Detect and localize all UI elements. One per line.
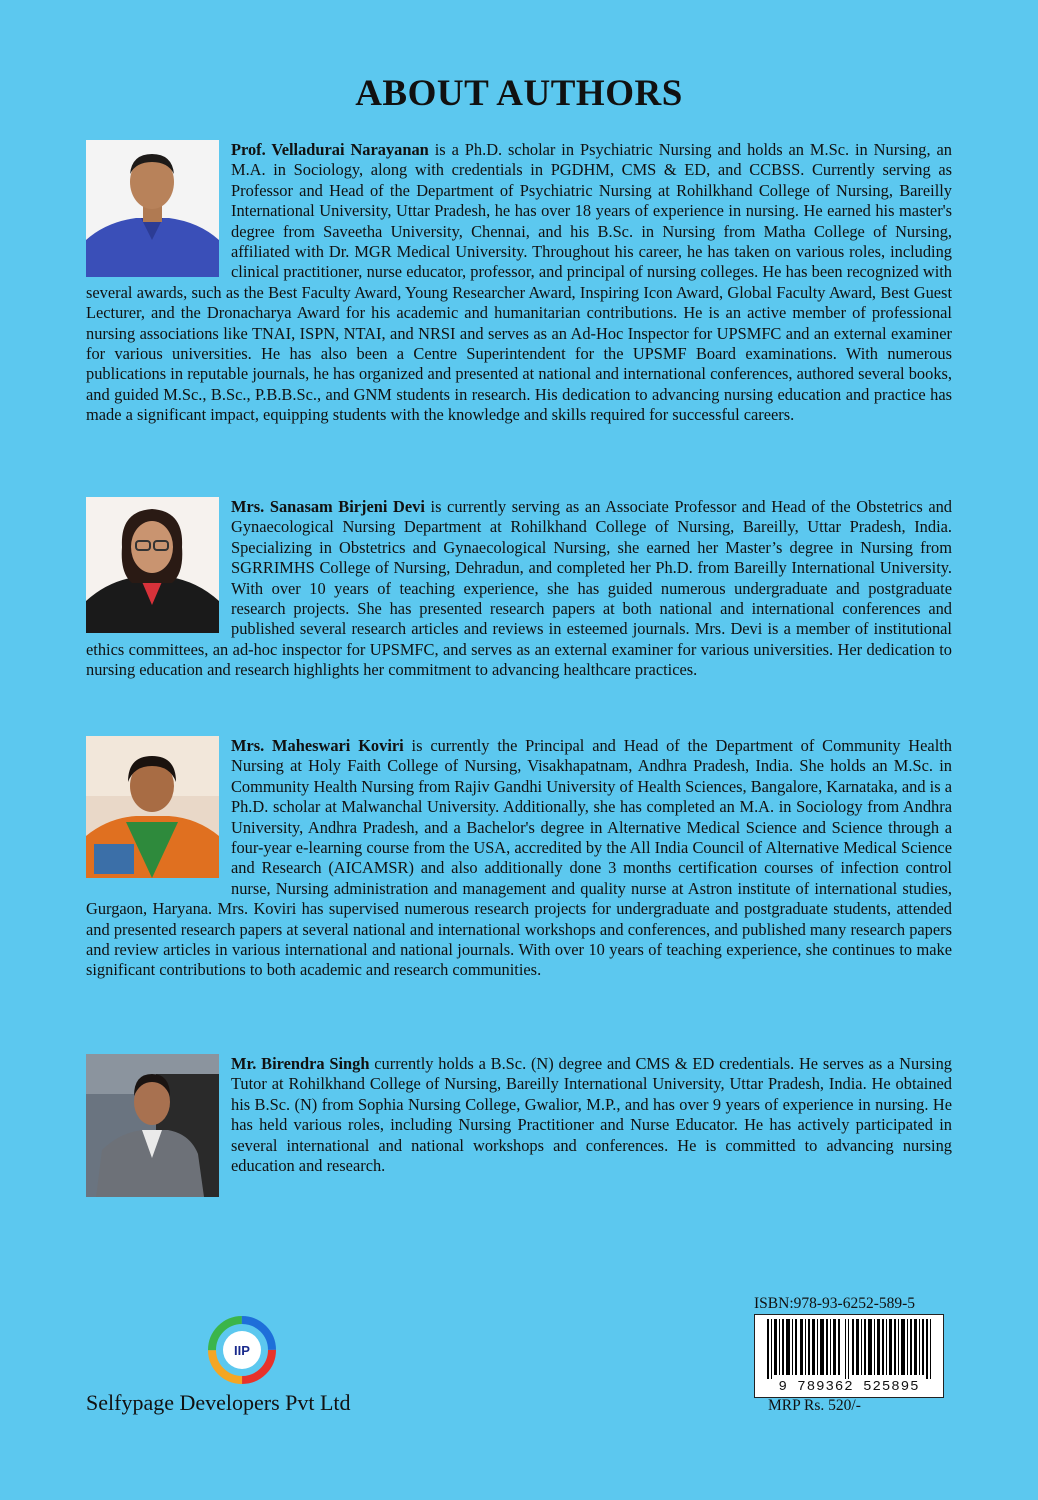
author-bio: is a Ph.D. scholar in Psychiatric Nursing and holds an M.Sc. in Nursing, an M.A. in Sociology, along with credentials in PGDHM, CMS & ED, and CCBSS. Currently serving as Professor and Head of the Department of Psychiatric Nursing at Rohilkhand College of Nursing, Bareilly International University, Uttar Pradesh, he has over 18 years of experience in nursing. He earned his master's degree from Saveetha University, Chennai, and his B.Sc. in Nursing from Matha College of Nursing, affiliated with Dr. MGR Medical University. Throughout his career, he has taken on various roles, including clinical practitioner, nurse educator, professor, and principal of nursing colleges. He has been recognized with several awards, such as the Best Faculty Award, Young Researcher Award, Inspiring Icon Award, Global Faculty Award, Best Guest Lecturer, and the Dronacharya Award for his academic and humanitarian contributions. He is an active member of professional nursing associations like TNAI, ISPN, NTAI, and NRSI and serves as an Ad-Hoc Inspector for UPSMFC and an external examiner for various universities. He has also been a Centre Superintendent for the UPSMF Board examinations. With numerous publications in reputable journals, he has organized and presented at national and international conferences, authored several books, and guided M.Sc., B.Sc., P.B.B.Sc., and GNM students in research. His dedication to advancing nursing education and practice has made a significant impact, equipping students with the knowledge and skills required for successful careers.	[86, 140, 952, 425]
author-section	[86, 140, 952, 426]
barcode-digits: 9 789362 525895	[755, 1379, 943, 1395]
author-photo	[86, 1054, 219, 1197]
author-photo	[86, 497, 219, 633]
author-name: Mrs. Maheswari Koviri	[231, 736, 404, 755]
author-photo	[86, 736, 219, 878]
logo-text: IIP	[234, 1343, 250, 1358]
isbn-text: ISBN:978-93-6252-589-5	[754, 1295, 916, 1312]
author-name: Mr. Birendra Singh	[231, 1054, 370, 1073]
author-section	[86, 1054, 952, 1199]
author-section	[86, 736, 952, 981]
author-bio: is currently serving as an Associate Professor and Head of the Obstetrics and Gynaecological Nursing Department at Rohilkhand College of Nursing, Bareilly, Uttar Pradesh, India. Specializing in Obstetrics and Gynaecological Nursing, she earned her Master’s degree in Nursing from SGRRIMHS College of Nursing, Dehradun, and completed her Ph.D. from Bareilly International University. With over 10 years of teaching experience, she has guided numerous undergraduate and postgraduate research projects. She has presented research papers at both national and international conferences and published several research articles and reviews in esteemed journals. Mrs. Devi is a member of institutional ethics committees, an ad-hoc inspector for UPSMFC, and serves as an external examiner for various universities. Her dedication to nursing education and research highlights her commitment to advancing healthcare practices.	[86, 497, 952, 680]
author-bio: currently holds a B.Sc. (N) degree and CMS & ED credentials. He serves as a Nursing Tutor at Rohilkhand College of Nursing, Bareilly International University, Uttar Pradesh, India. He obtained his B.Sc. (N) from Sophia Nursing College, Gwalior, M.P., and has over 9 years of experience in nursing. He has held various roles, including Nursing Practitioner and Nurse Educator. He has actively participated in several international and national workshops and conferences. He is committed to advancing nursing education and research.	[231, 1054, 952, 1176]
author-photo	[86, 140, 219, 277]
publisher-logo-icon	[208, 1316, 276, 1384]
author-name: Mrs. Sanasam Birjeni Devi	[231, 497, 425, 516]
author-name: Prof. Velladurai Narayanan	[231, 140, 429, 159]
price-label: MRP Rs. 520/-	[768, 1397, 861, 1414]
author-section	[86, 497, 952, 681]
publisher-name: Selfypage Developers Pvt Ltd	[86, 1390, 351, 1415]
page-title: ABOUT AUTHORS	[355, 73, 683, 114]
author-bio: is currently the Principal and Head of the Department of Community Health Nursing at Holy Faith College of Nursing, Visakhapatnam, Andhra Pradesh, India. She holds an M.Sc. in Community Health Nursing from Rajiv Gandhi University of Health Sciences, Bangalore, Karnataka, and is a Ph.D. scholar at Malwanchal University. Additionally, she has completed an M.A. in Sociology from Andhra University, Andhra Pradesh, and a Bachelor's degree in Alternative Medical Science and Science through a four-year e-learning course from the USA, accredited by the All India Council of Alternative Medical Science and Research (AICAMSR) and also additionally done 3 months certification courses of infection control nurse, Nursing administration and management and quality nurse at Astron institute of international studies, Gurgaon, Haryana. Mrs. Koviri has supervised numerous research projects for undergraduate and postgraduate students, attended and presented research papers at several national and international workshops and conferences, and published many research papers and review articles in various international and national journals. With over 10 years of teaching experience, she continues to make significant contributions to both academic and research communities.	[86, 736, 952, 980]
isbn-barcode	[754, 1314, 944, 1398]
